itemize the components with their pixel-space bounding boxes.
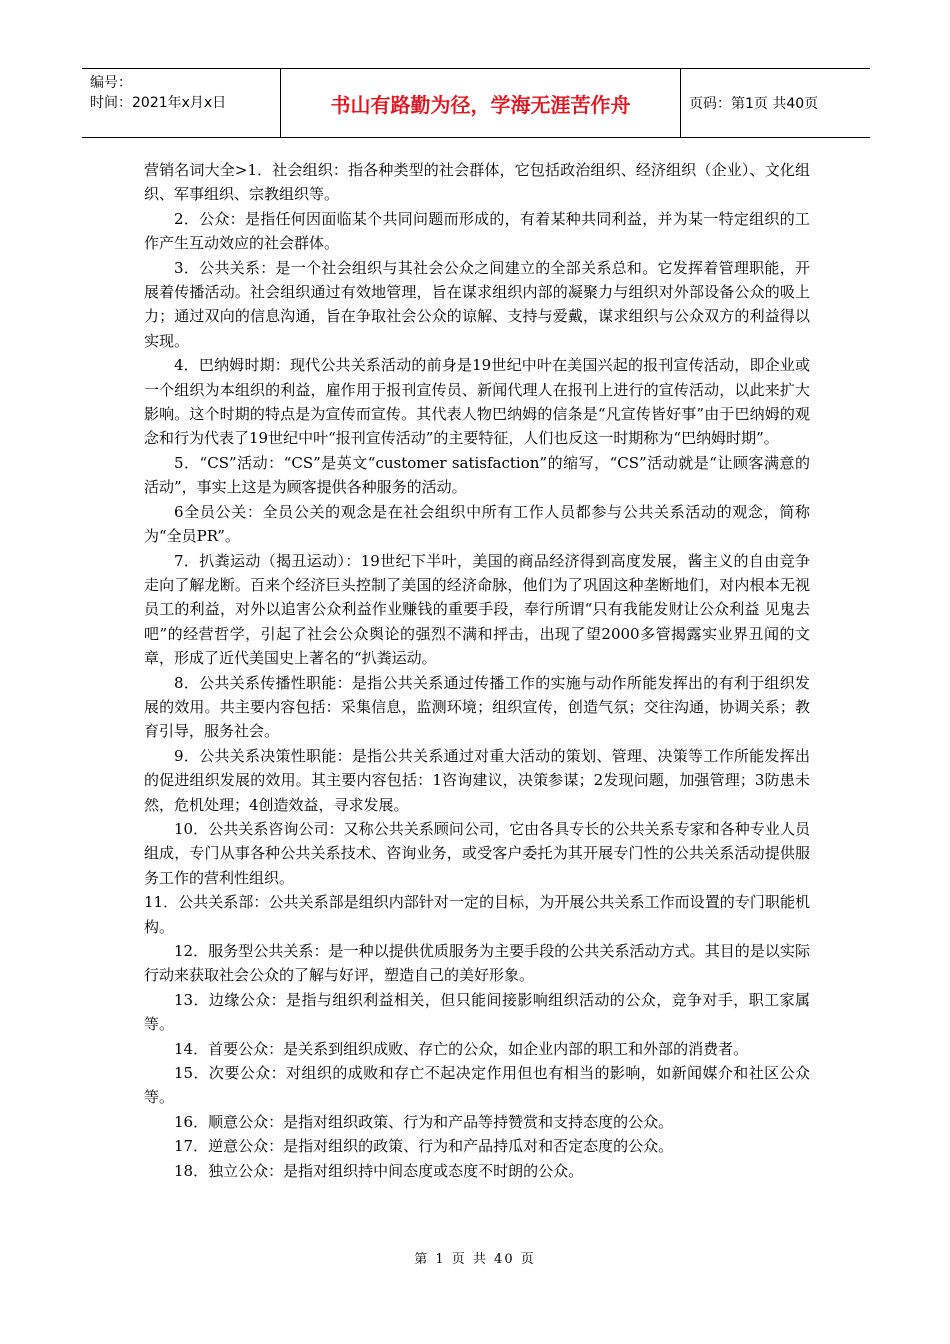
header-meta-cell [82, 69, 281, 137]
paragraph: 12．服务型公共关系：是一种以提供优质服务为主要手段的公共关系活动方式。其目的是以实际行动来获取社会公众的了解与好评，塑造自己的美好形象。 [144, 942, 810, 985]
number-label: 编号： [90, 75, 132, 91]
motto-text: 书山有路勤为径，学海无涯苦作舟 [330, 92, 631, 117]
paragraph: 14．首要公众：是关系到组织成败、存亡的公众，如企业内部的职工和外部的消费者。 [174, 1039, 749, 1058]
paragraph: 16．顺意公众：是指对组织政策、行为和产品等持赞赏和支持态度的公众。 [174, 1112, 674, 1131]
paragraph: 9．公共关系决策性职能：是指公共关系通过对重大活动的策划、管理、决策等工作所能发挥出的促进组织发展的效用。其主要内容包括：1咨询建议，决策参谋；2发现问题，加强管理；3防患未然，危机处理；4创造效益，寻求发展。 [144, 746, 810, 814]
paragraph: 8．公共关系传播性职能：是指公共关系通过传播工作的实施与动作所能发挥出的有利于组织发展的效用。共主要内容包括：采集信息，监测环境；组织宣传，创造气氛；交往沟通，协调关系；教育引导，服务社会。 [144, 673, 810, 741]
paragraph: 15．次要公众：对组织的成败和存亡不起决定作用但也有相当的影响，如新闻媒介和社区公众等。 [144, 1064, 810, 1107]
paragraph: 5．“CS”活动：“CS”是英文“customer satisfaction”的缩写，“CS”活动就是“让顾客满意的活动”，事实上这是为顾客提供各种服务的活动。 [144, 453, 810, 497]
paragraph: 7．扒粪运动（揭丑运动）：19世纪下半叶，美国的商品经济得到高度发展，酱主义的自由竞争走向了解龙断。百来个经济巨头控制了美国的经济命脉，他们为了巩固这种垄断地们，对内根本无视员工的利益，对外以追害公众利益作业赚钱的重要手段，奉行所谓“只有我能发财让公众利益 见鬼去吧”的经营哲学，引起了社会公众舆论的强烈不满和抨击，出现了望2000多管揭露实业界丑闻的文章，形成了近代美国史上著名的“扒粪运动。 [144, 551, 810, 668]
page-footer [0, 1248, 950, 1267]
paragraph: 2．公众：是指任何因面临某个共同问题而形成的，有着某种共同利益，并为某一特定组织的工作产生互动效应的社会群体。 [144, 209, 810, 253]
page-count-cell [681, 69, 870, 137]
paragraph: 营销名词大全>1．社会组织：指各种类型的社会群体，它包括政治组织、经济组织（企业）、文化组织、军事组织、宗教组织等。 [144, 161, 810, 204]
paragraph: 11．公共关系部：公共关系部是组织内部针对一定的目标，为开展公共关系工作而设置的专门职能机构。 [144, 893, 810, 936]
motto-cell [281, 69, 681, 137]
paragraph: 3．公共关系：是一个社会组织与其社会公众之间建立的全部关系总和。它发挥着管理职能，开展着传播活动。社会组织通过有效地管理，旨在谋求组织内部的凝聚力与组织对外部设备公众的吸上力；通过双向的信息沟通，旨在争取社会公众的谅解、支持与爱戴，谋求组织与公众双方的利益得以实现。 [144, 258, 810, 350]
paragraph: 10．公共关系咨询公司：又称公共关系顾问公司，它由各具专长的公共关系专家和各种专业人员组成，专门从事各种公共关系技术、咨询业务，或受客户委托为其开展专门性的公共关系活动提供服务工作的营利性组织。 [144, 819, 810, 887]
paragraph: 18．独立公众：是指对组织持中间态度或态度不时朗的公众。 [174, 1161, 584, 1180]
document-body [144, 158, 810, 1183]
paragraph: 13．边缘公众：是指与组织利益相关，但只能间接影响组织活动的公众，竞争对手，职工家属等。 [144, 990, 810, 1034]
document-header [82, 68, 870, 138]
page-count-label: 页码：第1页 共40页 [689, 96, 819, 112]
paragraph: 17．逆意公众：是指对组织的政策、行为和产品持瓜对和否定态度的公众。 [174, 1137, 674, 1156]
time-label: 时间：2021年x月x日 [90, 95, 227, 111]
paragraph: 4．巴纳姆时期：现代公共关系活动的前身是19世纪中叶在美国兴起的报刊宣传活动，即企业或一个组织为本组织的利益，雇作用于报刊宣传员、新闻代理人在报刊上进行的宣传活动，以此来扩大影响。这个时期的特点是为宣传而宣传。其代表人物巴纳姆的信条是“凡宣传皆好事”由于巴纳姆的观念和行为代表了19世纪中叶“报刊宣传活动”的主要特征，人们也反这一时期称为“巴纳姆时期”。 [144, 356, 810, 448]
footer-page-number: 第 1 页 共 40 页 [414, 1252, 536, 1267]
paragraph: 6全员公关：全员公关的观念是在社会组织中所有工作人员都参与公共关系活动的观念，简称为“全员PR”。 [144, 502, 810, 546]
